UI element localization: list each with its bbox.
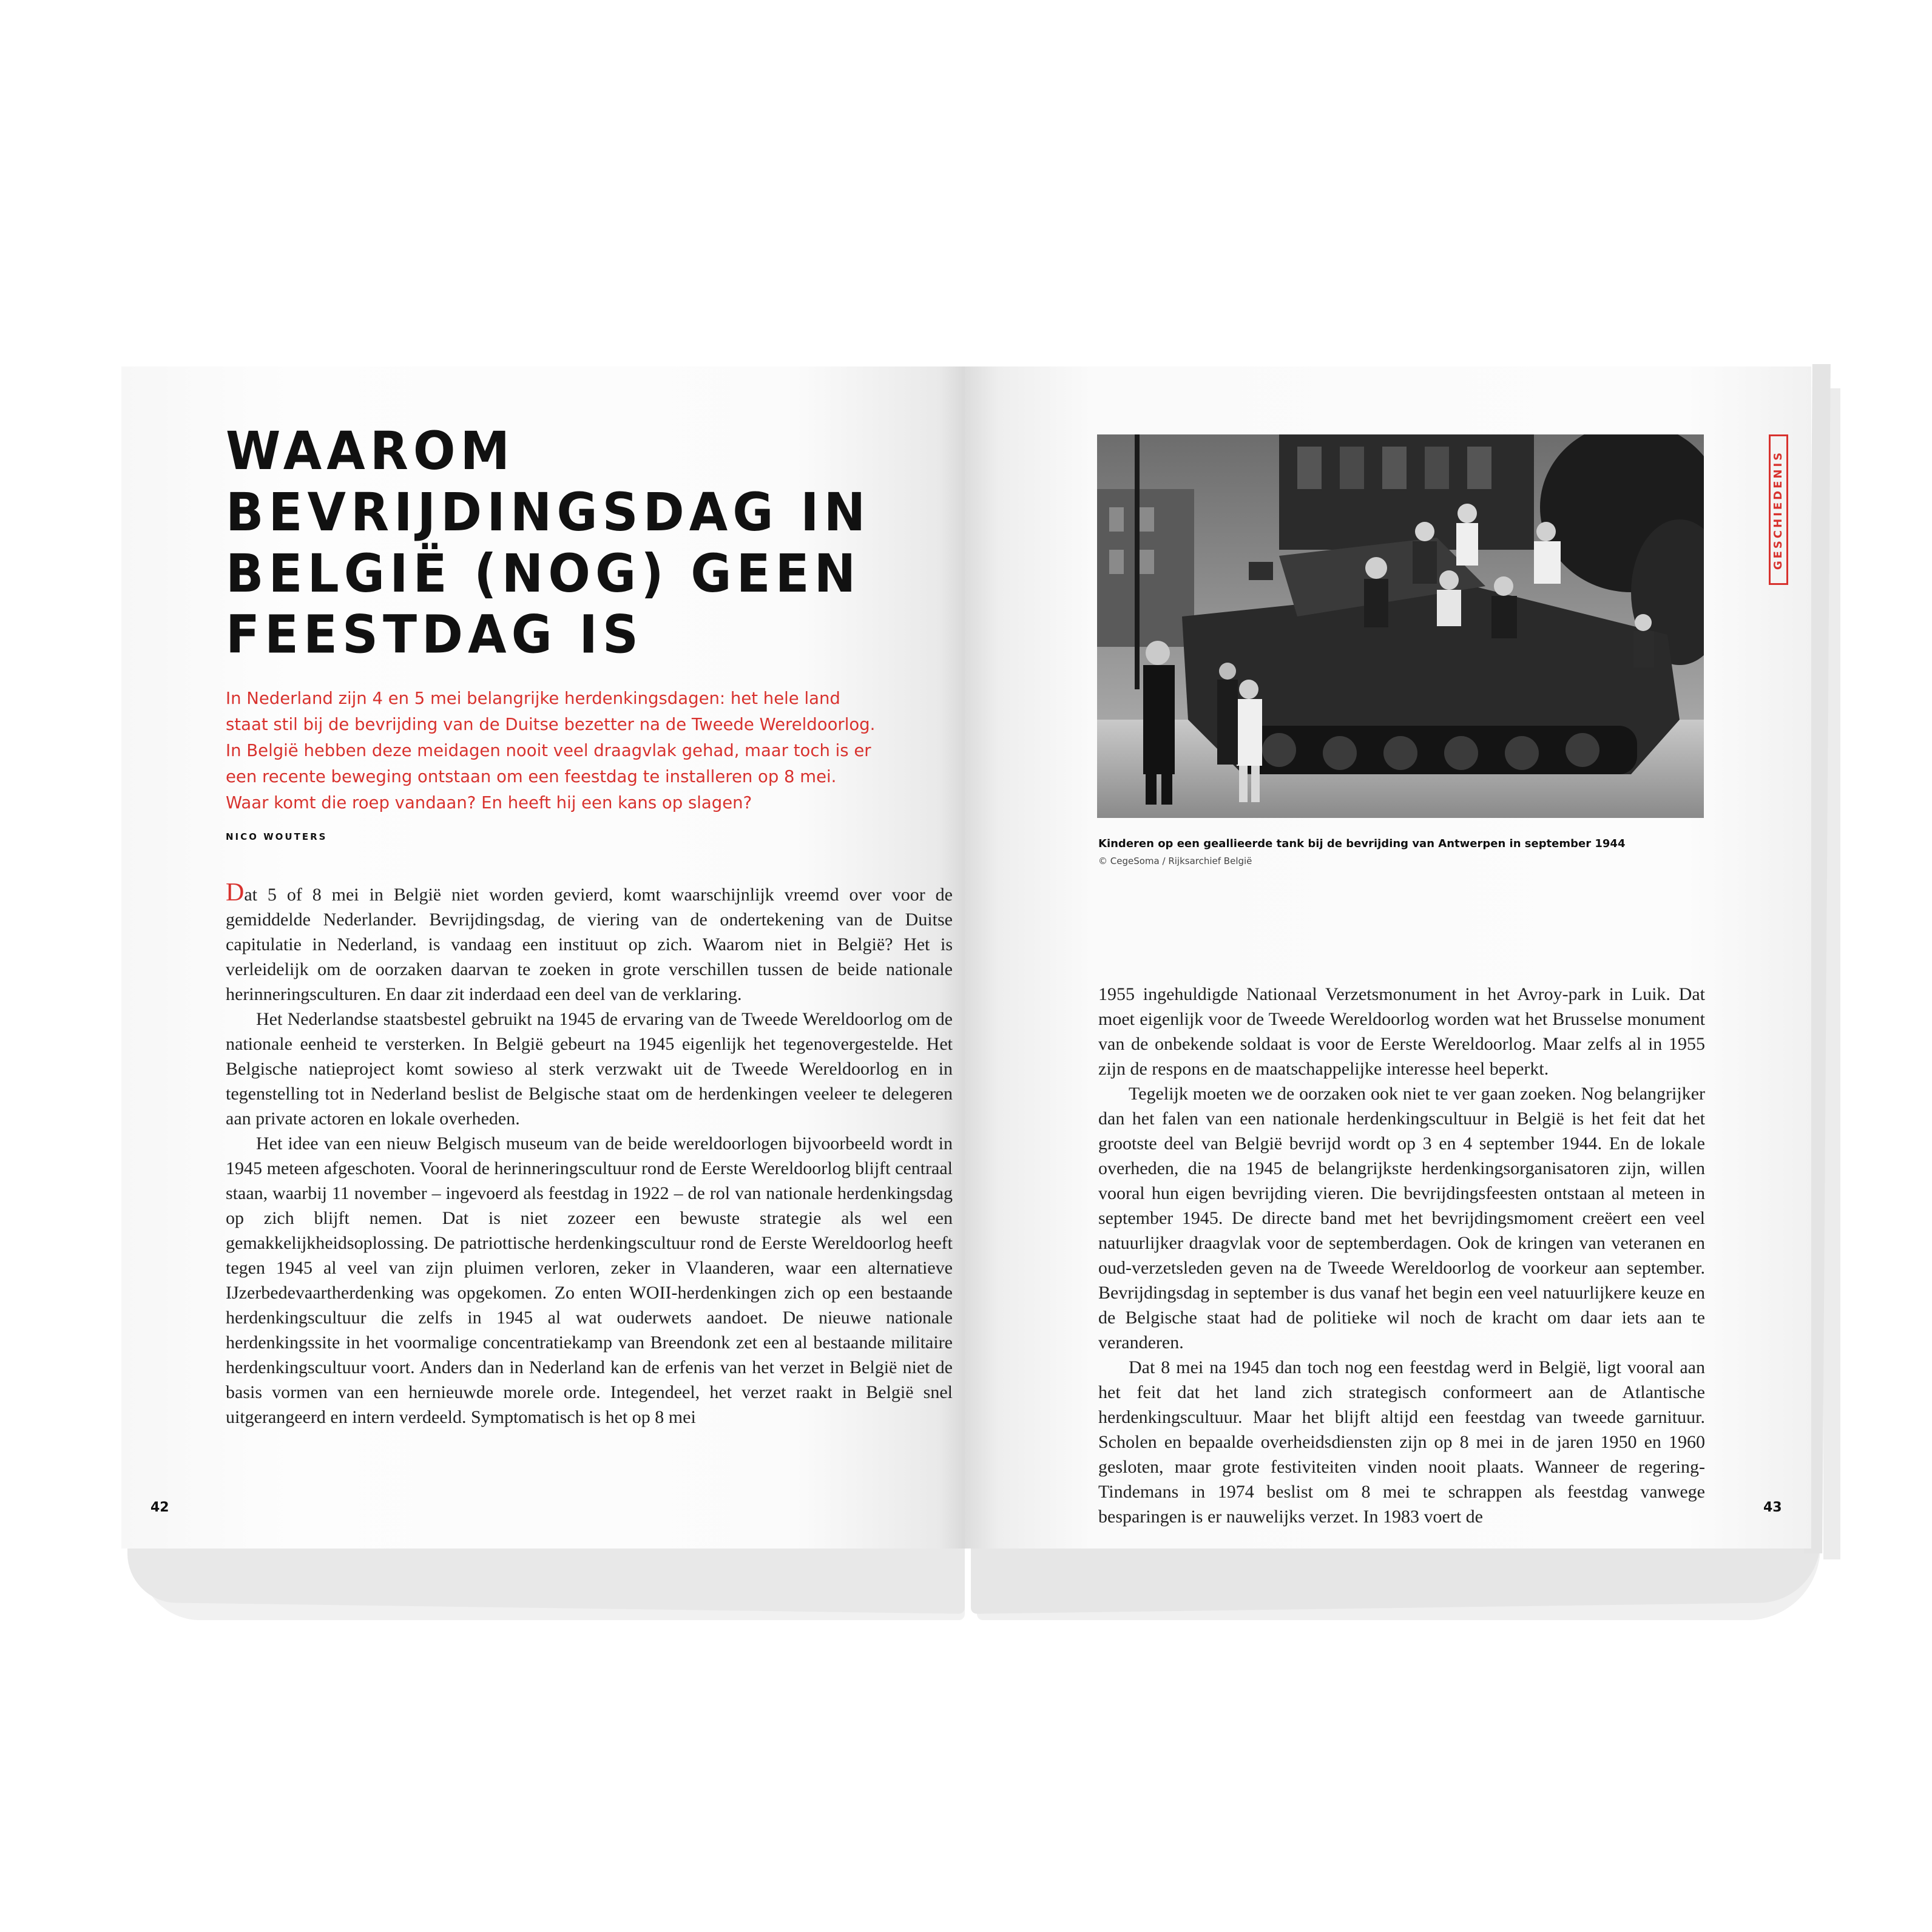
author-byline: NICO WOUTERS: [226, 831, 328, 842]
left-page: [121, 366, 965, 1549]
article-intro: [226, 686, 876, 816]
paragraph: 1955 ingehuldigde Nationaal Verzetsmonument in het Avroy-park in Luik. Dat moet eigenlijk voor de Tweede Wereldoorlog worden wat het Brusselse monument van de onbekende soldaat is voor de Eerste Wereldoorlog. Maar zelfs al in 1955 zijn de respons en de maatschappelijke interesse heel beperkt.: [1098, 984, 1705, 1079]
section-tab: [1769, 434, 1788, 585]
page-number-right: 43: [1763, 1500, 1782, 1515]
intro-line: In België hebben deze meidagen nooit veel draagvlak gehad, maar toch is er: [226, 741, 871, 760]
article-title: [226, 421, 871, 666]
title-line: BEVRIJDINGSDAG IN: [226, 482, 871, 543]
intro-line: een recente beweging ontstaan om een feestdag te installeren op 8 mei.: [226, 767, 837, 786]
body-text-left: [226, 879, 953, 1430]
paragraph-text: at 5 of 8 mei in België niet worden gevierd, komt waarschijnlijk vreemd over voor de gemiddelde Nederlander. Bevrijdingsdag, de viering van de ondertekening van de Duitse capitulatie in Nederland, is vandaag een instituut op zich. Waarom niet in België? Het is verleidelijk om de oorzaken daarvan te zoeken in grote verschillen tussen de beide nationale herinneringsculturen. En daar zit inderdaad een deel van de verklaring.: [226, 885, 953, 1004]
paragraph: Het Nederlandse staatsbestel gebruikt na 1945 de ervaring van de Tweede Wereldoorlog om de nationale eenheid te versterken. In België gebeurt na 1945 eigenlijk het tegenovergestelde. Het Belgische natieproject komt sowieso al sterk verzwakt uit de Tweede Wereldoorlog en in tegenstelling tot in Nederland beslist de Belgische staat om de herdenkingen veeleer te delegeren aan private actoren en lokale overheden.: [226, 1009, 953, 1129]
paragraph: Tegelijk moeten we de oorzaken ook niet te ver gaan zoeken. Nog belangrijker dan het falen van een nationale herdenkingscultuur in België is het feit dat het grootste deel van België bevrijd wordt op 3 en 4 september 1944. En de lokale overheden, die na 1945 de belangrijkste herdenkingsorganisatoren zijn, willen vooral hun eigen bevrijding vieren. Die bevrijdingsfeesten ontstaan al meteen in september 1945. De directe band met het bevrijdingsmoment creëert een veel natuurlijker draagvlak voor de septemberdagen. Ook de kringen van veteranen en oud-verzetsleden geven na de Tweede Wereldoorlog de voorkeur aan september. Bevrijdingsdag in september is dus vanaf het begin een veel natuurlijkere keuze en de Belgische staat had de politieke wil noch de kracht om daar iets aan te veranderen.: [1098, 1084, 1705, 1353]
paragraph: Het idee van een nieuw Belgisch museum van de beide wereldoorlogen bijvoorbeeld wordt in 1945 meteen afgeschoten. Vooral de herinneringscultuur rond de Eerste Wereldoorlog blijft centraal staan, waarbij 11 november – ingevoerd als feestdag in 1922 – de rol van nationale herdenkingsdag op zich blijft nemen. Dat is niet zozeer een bewuste strategie als wel een gemakkelijkheidsoplossing. De patriottische herdenkingscultuur rond de Eerste Wereldoorlog heeft tegen 1945 al veel van zijn pluimen verloren, zeker in Vlaanderen, waar een alternatieve IJzerbedevaartherdenking was opgekomen. Zo enten WOII-herdenkingen zich op een bestaande herdenkingscultuur die zelfs in 1945 al wat ouderwets aandoet. De nieuwe nationale herdenkingssite in het voormalige concentratiekamp van Breendonk zet een al bestaande militaire herdenkingscultuur voort. Anders dan in Nederland kan de erfenis van het verzet in België niet de basis vormen van een hernieuwde morele orde. Integendeel, het verzet raakt in België snel uitgerangeerd en intern verdeeld. Symptomatisch is het op 8 mei: [226, 1133, 953, 1427]
title-line: BELGIË (NOG) GEEN: [226, 544, 861, 604]
intro-line: In Nederland zijn 4 en 5 mei belangrijke herdenkingsdagen: het hele land: [226, 689, 840, 708]
drop-cap: D: [226, 879, 245, 907]
paragraph: Dat 8 mei na 1945 dan toch nog een feestdag werd in België, ligt vooral aan het feit dat het land zich strategisch conformeert aan de Atlantische herdenkingscultuur. Maar het blijft altijd een feestdag van tweede garnituur. Scholen en bepaalde overheidsdiensten zijn op 8 mei in de jaren 1950 en 1960 gesloten, maar grote festiviteiten vinden nooit plaats. Wanneer de regering-Tindemans in 1974 beslist om 8 mei te schrappen als feestdag vanwege besparingen is er nauwelijks verzet. In 1983 voert de: [1098, 1357, 1705, 1527]
section-label: GESCHIEDENIS: [1772, 450, 1785, 570]
title-line: FEESTDAG IS: [226, 604, 643, 666]
intro-line: Waar komt die roep vandaan? En heeft hij een kans op slagen?: [226, 793, 752, 812]
title-line: WAAROM: [226, 421, 515, 482]
tank-photo: [1097, 434, 1704, 818]
photo-caption: Kinderen op een geallieerde tank bij de bevrijding van Antwerpen in september 1944: [1098, 837, 1626, 850]
paragraph: [226, 879, 953, 1007]
right-page: [965, 366, 1811, 1549]
intro-line: staat stil bij de bevrijding van de Duitse bezetter na de Tweede Wereldoorlog.: [226, 715, 876, 734]
photo-illustration: [1097, 434, 1704, 818]
body-text-right: [1098, 982, 1705, 1529]
page-number-left: 42: [150, 1500, 169, 1515]
photo-credit: © CegeSoma / Rijksarchief België: [1098, 856, 1252, 866]
